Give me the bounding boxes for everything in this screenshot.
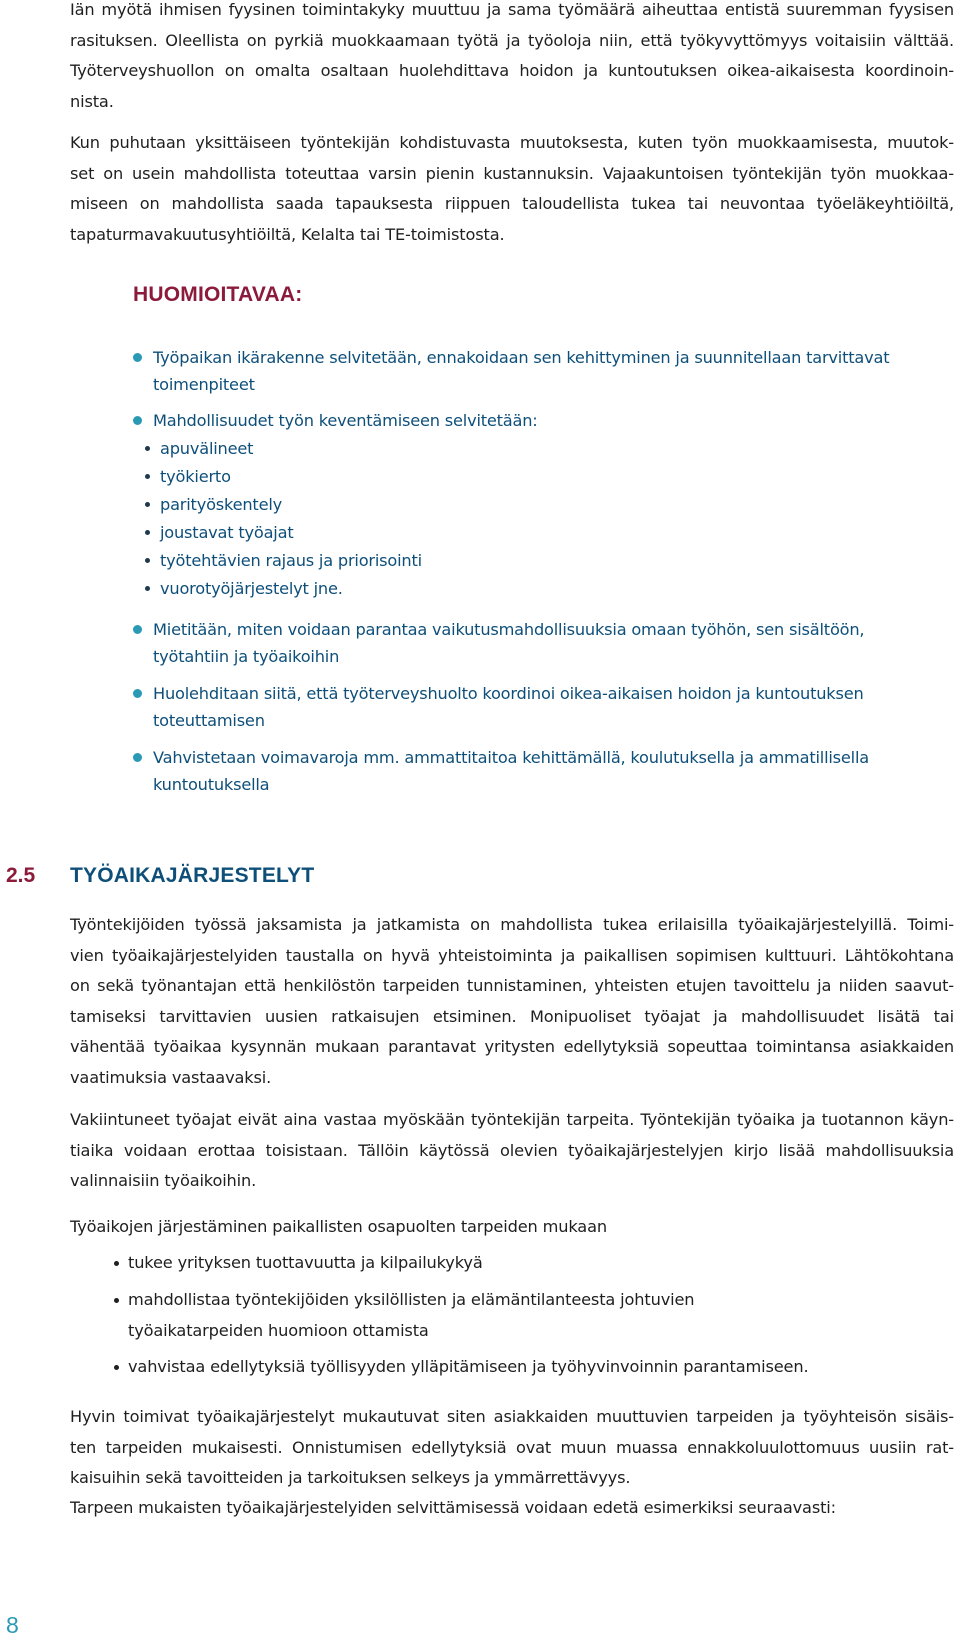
text-line: Vahvistetaan voimavaroja mm. ammattitaitoa kehittämällä, koulutuksella ja ammatillisella (153, 748, 869, 767)
text-line: Hyvin toimivat työaikajärjestelyt mukautuvat siten asiakkaiden muuttuvien tarpeiden ja työyhteisön sisäis- (70, 1407, 954, 1426)
text-line: kaisuihin sekä tavoitteiden ja tarkoituksen selkeys ja ymmärrettävyys. (70, 1468, 631, 1487)
bullet-dot-icon (133, 753, 142, 762)
text-line: miseen on mahdollista saada tapauksesta riippuen taloudellista tukea tai neuvontaa työeläkeyhtiöiltä, (70, 194, 954, 213)
note-heading: HUOMIOITAVAA: (133, 283, 303, 306)
list-item (114, 1248, 483, 1279)
section-number: 2.5 (6, 864, 36, 887)
text-line: toteuttamisen (153, 711, 265, 730)
text-line: kuntoutuksella (153, 775, 270, 794)
bullet-dot-icon (133, 625, 142, 634)
note-subitem (145, 575, 343, 602)
text-line: tapaturmavakuutusyhtiöiltä, Kelalta tai TE-toimistosta. (70, 224, 505, 244)
text-line: Huolehditaan siitä, että työterveyshuolto koordinoi oikea-aikaisen hoidon ja kuntoutuksen (153, 684, 864, 703)
text-line: Työpaikan ikärakenne selvitetään, ennakoidaan sen kehittyminen ja suunnitellaan tarvittavat (153, 348, 890, 367)
bullet-dot-icon (114, 1365, 119, 1370)
bullet-dot-icon (145, 586, 150, 591)
note-subitem-text: vuorotyöjärjestelyt jne. (160, 579, 343, 598)
list-item (114, 1285, 694, 1346)
section-paragraph-1 (70, 910, 954, 1093)
text-line: Kun puhutaan yksittäiseen työntekijän kohdistuvasta muutoksesta, kuten työn muokkaamisesta, muutok- (70, 133, 954, 152)
bullet-dot-icon (114, 1298, 119, 1303)
bullet-dot-icon (133, 689, 142, 698)
section-paragraph-5 (70, 1493, 954, 1524)
text-line: on sekä työnantajan että henkilöstön tarpeiden tunnistaminen, yhteisten etujen tavoittelu ja niiden saavut- (70, 976, 954, 995)
note-subitem-text: joustavat työajat (160, 523, 294, 542)
text-line: vien työaikajärjestelyiden taustalla on hyvä yhteistoiminta ja paikallisen sopimisen kulttuuri. Lähtökohtana (70, 945, 954, 965)
bullet-dot-icon (133, 416, 142, 425)
note-item (133, 744, 953, 798)
page-number: 8 (6, 1612, 19, 1638)
text-line: Tarpeen mukaisten työaikajärjestelyiden selvittämisessä voidaan edetä esimerkiksi seuraavasti: (70, 1498, 836, 1517)
text-line: Työaikojen järjestäminen paikallisten osapuolten tarpeiden mukaan (70, 1217, 607, 1236)
text-line: vahvistaa edellytyksiä työllisyyden ylläpitämiseen ja työhyvinvoinnin parantamiseen. (128, 1357, 809, 1376)
note-item (133, 616, 953, 670)
section-paragraph-2 (70, 1105, 954, 1197)
text-line: Työntekijöiden työssä jaksamista ja jatkamista on mahdollista tukea erilaisilla työaikajärjestelyillä. Toimi- (70, 915, 954, 934)
note-subitem (145, 547, 422, 574)
note-subitem-text: työtehtävien rajaus ja priorisointi (160, 551, 422, 570)
list-item (114, 1352, 808, 1383)
text-line: mahdollistaa työntekijöiden yksilöllisten ja elämäntilanteesta johtuvien (128, 1290, 695, 1309)
section-title: TYÖAIKAJÄRJESTELYT (70, 864, 315, 887)
text-line: Iän myötä ihmisen fyysinen toimintakyky muuttuu ja sama työmäärä aiheuttaa entistä suuremman fyysisen (70, 0, 954, 19)
text-line: tamiseksi tarvittavien uusien ratkaisujen etsiminen. Monipuoliset työajat ja mahdollisuudet lisätä tai (70, 1006, 954, 1026)
text-line: vähentää työaikaa kysynnän mukaan parantavat yritysten edellytyksiä sopeuttaa toimintansa asiakkaiden (70, 1037, 954, 1056)
note-subitem (145, 463, 231, 490)
text-line: Työterveyshuollon on omalta osaltaan huolehdittava hoidon ja kuntoutuksen oikea-aikaisesta koordinoin- (70, 61, 954, 80)
note-item-text: Mahdollisuudet työn keventämiseen selvitetään: (153, 411, 538, 430)
bullet-dot-icon (145, 530, 150, 535)
intro-paragraph-1 (70, 0, 954, 117)
note-item (133, 407, 953, 434)
note-item (133, 344, 953, 398)
bullet-dot-icon (145, 474, 150, 479)
text-line: set on usein mahdollista toteuttaa varsin pienin kustannuksin. Vajaakuntoisen työntekijän työn muokkaa- (70, 163, 954, 183)
note-subitem (145, 519, 293, 546)
bullet-dot-icon (145, 558, 150, 563)
section-paragraph-3 (70, 1212, 954, 1243)
text-line: tukee yrityksen tuottavuutta ja kilpailukykyä (128, 1253, 483, 1272)
note-subitem (145, 435, 253, 462)
note-subitem-text: työkierto (160, 467, 231, 486)
text-line: nista. (70, 91, 114, 111)
text-line: tiaika voidaan erottaa toisistaan. Tällöin käytössä olevien työaikajärjestelyjen kirjo lisää mahdollisuuksia (70, 1140, 954, 1160)
intro-paragraph-2 (70, 128, 954, 250)
text-line: toimenpiteet (153, 375, 255, 394)
text-line: valinnaisiin työaikoihin. (70, 1171, 257, 1190)
text-line: rasituksen. Oleellista on pyrkiä muokkaamaan työtä ja työoloja niin, että työkyvyttömyys voitaisiin välttää. (70, 30, 954, 50)
text-line: vaatimuksia vastaavaksi. (70, 1067, 272, 1087)
text-line: Mietitään, miten voidaan parantaa vaikutusmahdollisuuksia omaan työhön, sen sisältöön, (153, 620, 865, 639)
note-item (133, 680, 953, 734)
bullet-dot-icon (133, 353, 142, 362)
note-subitem (145, 491, 282, 518)
bullet-dot-icon (145, 446, 150, 451)
bullet-dot-icon (145, 502, 150, 507)
note-subitem-text: parityöskentely (160, 495, 283, 514)
text-line: työtahtiin ja työaikoihin (153, 647, 340, 666)
text-line: Vakiintuneet työajat eivät aina vastaa myöskään työntekijän tarpeita. Työntekijän työaika ja tuotannon käyn- (70, 1110, 954, 1129)
text-line: ten tarpeiden mukaisesti. Onnistumisen edellytyksiä ovat muun muassa ennakkoluulottomuus uusiin rat- (70, 1437, 954, 1457)
note-subitem-text: apuvälineet (160, 439, 254, 458)
section-paragraph-4 (70, 1402, 954, 1494)
bullet-dot-icon (114, 1261, 119, 1266)
text-line: työaikatarpeiden huomioon ottamista (128, 1320, 429, 1340)
